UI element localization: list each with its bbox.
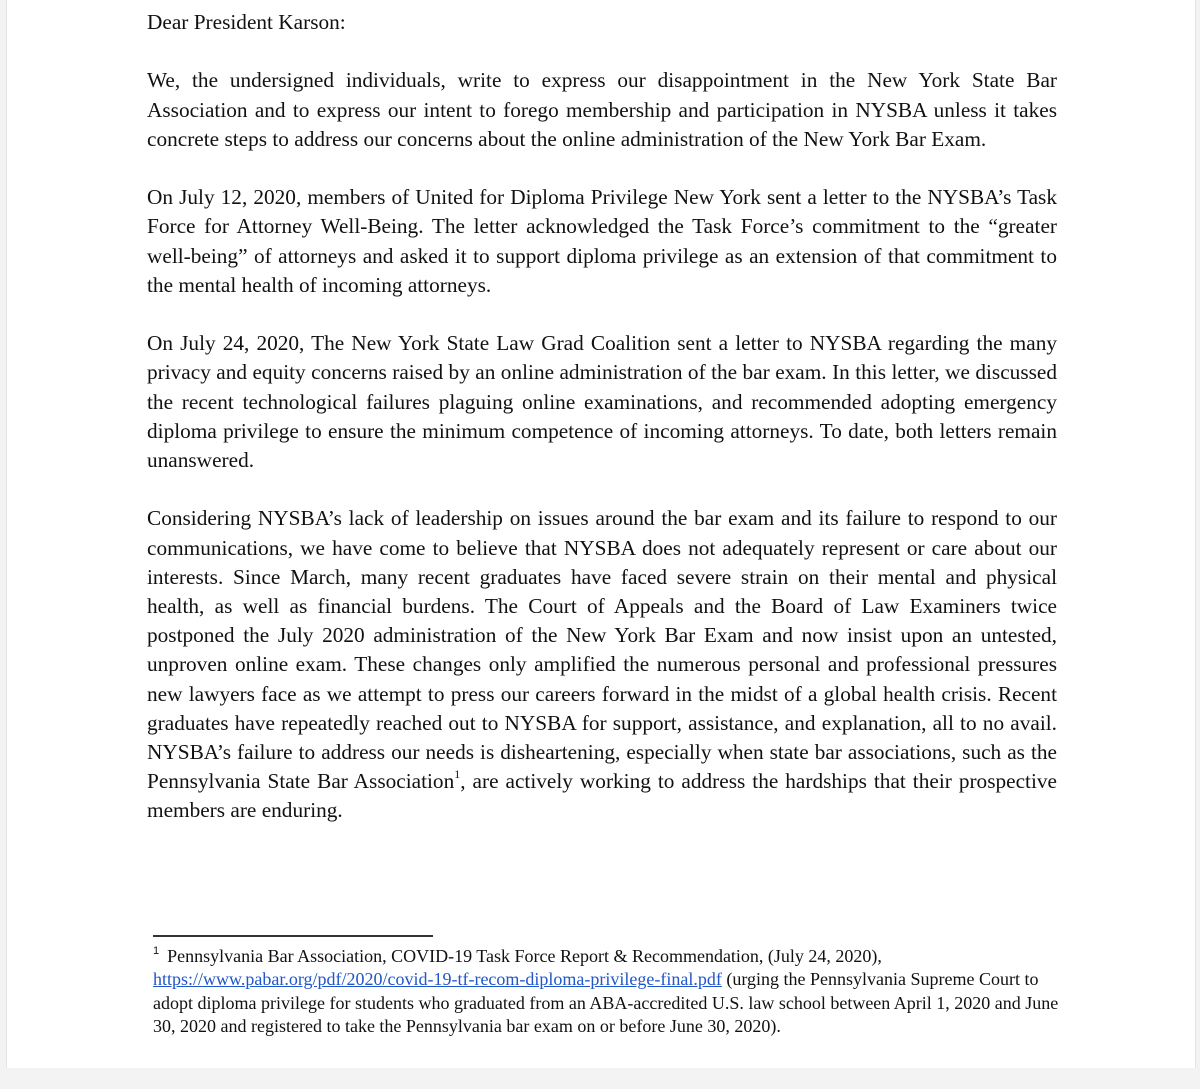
footnote-reference[interactable]: 1 (454, 767, 461, 782)
footnote (153, 945, 1068, 1038)
footnote-number: 1 (153, 945, 160, 957)
paragraph-intent: We, the undersigned individuals, write to express our disappointment in the New York State Bar Association and to express our intent to forego membership and participation in NYSBA unless it takes concrete steps to address our concerns about the online administration of the New York Bar Exam. (147, 68, 1057, 151)
salutation: Dear President Karson: (147, 10, 346, 34)
document-page (6, 0, 1196, 1068)
footnote-citation: Pennsylvania Bar Association, COVID-19 Task Force Report & Recommendation, (July 24, 2020), (167, 946, 882, 966)
paragraph-concerns-text-end: , are actively working to address the hardships that their prospective members are enduring. (147, 769, 1057, 823)
paragraph-concerns-text: Considering NYSBA’s lack of leadership on issues around the bar exam and its failure to respond to our communications, we have come to believe that NYSBA does not adequately represent or care about our interests. Since March, many recent graduates have faced severe strain on their mental and physical health, as well as financial burdens. The Court of Appeals and the Board of Law Examiners twice postponed the July 2020 administration of the New York Bar Exam and now insist upon an untested, unproven online exam. These changes only amplified the numerous personal and professional pressures new lawyers face as we attempt to press our careers forward in the midst of a global health crisis. Recent graduates have repeatedly reached out to NYSBA for support, assistance, and explanation, all to no avail. NYSBA’s failure to address our needs is disheartening, especially when state bar associations, such as the Pennsylvania State Bar Association (147, 506, 1057, 794)
paragraph-concerns (147, 504, 1057, 825)
paragraph-july-24-letter: On July 24, 2020, The New York State Law Grad Coalition sent a letter to NYSBA regarding the many privacy and equity concerns raised by an online administration of the bar exam. In this letter, we discussed the recent technological failures plaguing online examinations, and recommended adopting emergency diploma privilege to ensure the minimum competence of incoming attorneys. To date, both letters remain unanswered. (147, 331, 1057, 472)
footnote-link[interactable]: https://www.pabar.org/pdf/2020/covid-19-tf-recom-diploma-privilege-final.pdf (153, 969, 722, 990)
letter-body (147, 8, 1057, 855)
paragraph-july-12-letter: On July 12, 2020, members of United for Diploma Privilege New York sent a letter to the NYSBA’s Task Force for Attorney Well-Being. The letter acknowledged the Task Force’s commitment to the “greater well-being” of attorneys and asked it to support diploma privilege as an extension of that commitment to the mental health of incoming attorneys. (147, 185, 1057, 297)
footnote-separator (153, 935, 433, 937)
footnote-parenthetical: (urging the Pennsylvania Supreme Court to adopt diploma privilege for students who graduated from an ABA-accredited U.S. law school between April 1, 2020 and June 30, 2020 and registered to take the Pennsylvania bar exam on or before June 30, 2020). (153, 969, 1059, 1036)
